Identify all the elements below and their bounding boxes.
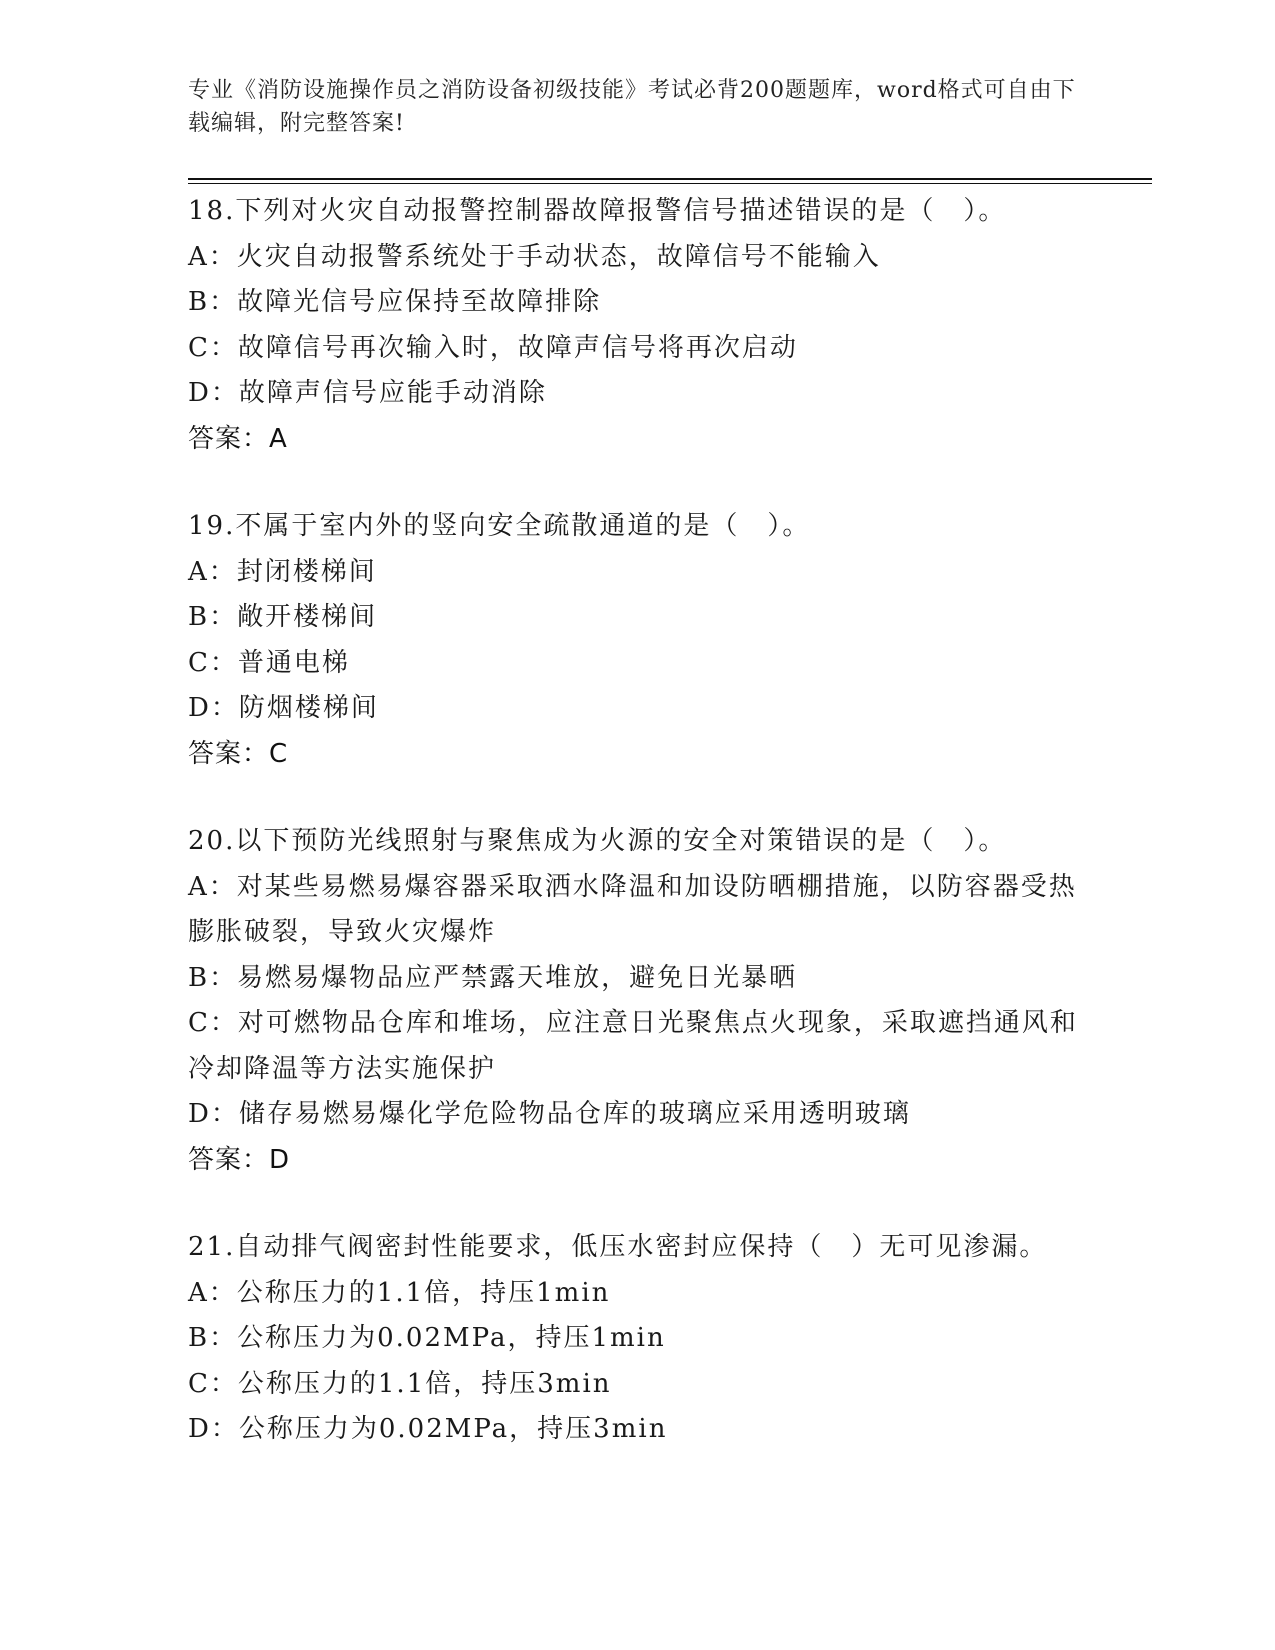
- option-d: D：故障声信号应能手动消除: [188, 378, 547, 408]
- question-19: [188, 504, 1088, 777]
- option-a: A：火灾自动报警系统处于手动状态，故障信号不能输入: [188, 241, 881, 272]
- option-c: C：公称压力的1.1倍，持压3min: [188, 1368, 612, 1399]
- question-list: [188, 189, 1088, 1495]
- option-c: C：普通电梯: [188, 647, 350, 678]
- option-c: C：对可燃物品仓库和堆场，应注意日光聚焦点火现象，采取遮挡通风和冷却降温等方法实施保护: [188, 1008, 1078, 1084]
- question-20: [188, 819, 1088, 1183]
- option-b: B：公称压力为0.02MPa，持压1min: [188, 1323, 666, 1353]
- answer-label: 答案：A: [188, 423, 288, 454]
- option-d: D：储存易燃易爆化学危险物品仓库的玻璃应采用透明玻璃: [188, 1099, 911, 1129]
- question-21: [188, 1225, 1088, 1453]
- header-rule-thick: [188, 178, 1152, 180]
- answer-label: 答案：C: [188, 738, 289, 769]
- option-a: A：封闭楼梯间: [188, 556, 377, 587]
- answer-label: 答案：D: [188, 1144, 291, 1175]
- option-b: B：敞开楼梯间: [188, 602, 378, 632]
- option-b: B：故障光信号应保持至故障排除: [188, 287, 602, 317]
- question-stem: 19.不属于室内外的竖向安全疏散通道的是（ ）。: [188, 511, 811, 541]
- question-stem: 21.自动排气阀密封性能要求，低压水密封应保持（ ）无可见渗漏。: [188, 1232, 1048, 1262]
- question-stem: 20.以下预防光线照射与聚焦成为火源的安全对策错误的是（ ）。: [188, 826, 1007, 856]
- option-b: B：易燃易爆物品应严禁露天堆放，避免日光暴晒: [188, 962, 798, 993]
- option-a: A：公称压力的1.1倍，持压1min: [188, 1277, 611, 1308]
- question-stem: 18.下列对火灾自动报警控制器故障报警信号描述错误的是（ ）。: [188, 196, 1007, 226]
- option-a: A：对某些易燃易爆容器采取洒水降温和加设防晒棚措施，以防容器受热膨胀破裂，导致火灾爆炸: [188, 871, 1077, 947]
- option-d: D：公称压力为0.02MPa，持压3min: [188, 1414, 668, 1444]
- option-c: C：故障信号再次输入时，故障声信号将再次启动: [188, 332, 798, 363]
- question-18: [188, 189, 1088, 462]
- option-d: D：防烟楼梯间: [188, 693, 379, 723]
- header-rule-thin: [188, 183, 1152, 184]
- document-header: 专业《消防设施操作员之消防设备初级技能》考试必背200题题库，word格式可自由下载编辑，附完整答案!: [188, 78, 1076, 136]
